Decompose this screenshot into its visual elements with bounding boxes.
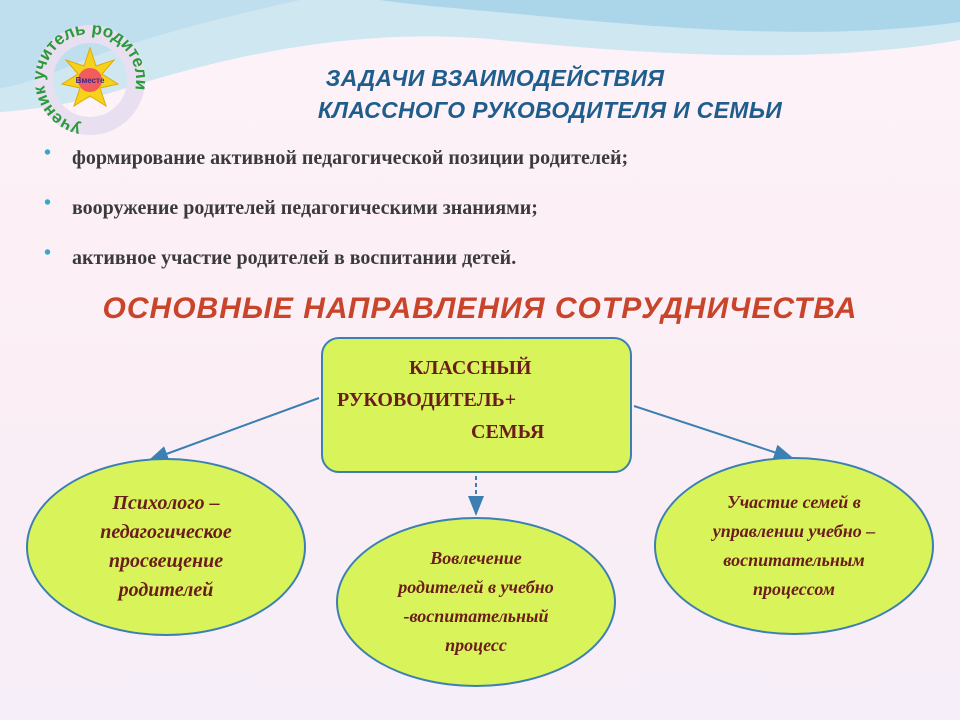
bullet-dot-icon: • [44,242,52,264]
svg-text:ученик учитель родители: ученик учитель родители [28,18,152,138]
title-line-1: ЗАДАЧИ ВЗАИМОДЕЙСТВИЯ [325,65,665,91]
center-line-2: РУКОВОДИТЕЛЬ+ [337,389,517,411]
section-title: ОСНОВНЫЕ НАПРАВЛЕНИЯ СОТРУДНИЧЕСТВА [102,292,858,325]
node-family-participation [654,457,934,635]
list-item-text: формирование активной педагогической позиции родителей; [72,147,629,169]
node-label: Психолого – педагогическое просвещение родителей [100,492,232,601]
center-line-3: СЕМЬЯ [471,421,545,443]
logo-center-text: Вместе [75,76,105,85]
bullet-dot-icon: • [44,192,52,214]
center-node-class-teacher-family [321,337,632,473]
bullet-dot-icon: • [44,142,52,164]
arrow-to-left-node [150,398,319,460]
node-label: Участие семей в управлении учебно – воспитательным процессом [712,492,876,599]
node-involvement [336,517,616,687]
center-line-1: КЛАССНЫЙ [409,357,532,379]
list-item-text: активное участие родителей в воспитании детей. [72,247,517,269]
title-line-2: КЛАССНОГО РУКОВОДИТЕЛЯ И СЕМЬИ [317,97,783,123]
node-label: Вовлечение родителей в учебно -воспитательный процесс [398,548,554,655]
list-item-text: вооружение родителей педагогическими знаниями; [72,197,538,219]
node-psych-education [26,458,306,636]
arrow-to-right-node [634,406,792,458]
